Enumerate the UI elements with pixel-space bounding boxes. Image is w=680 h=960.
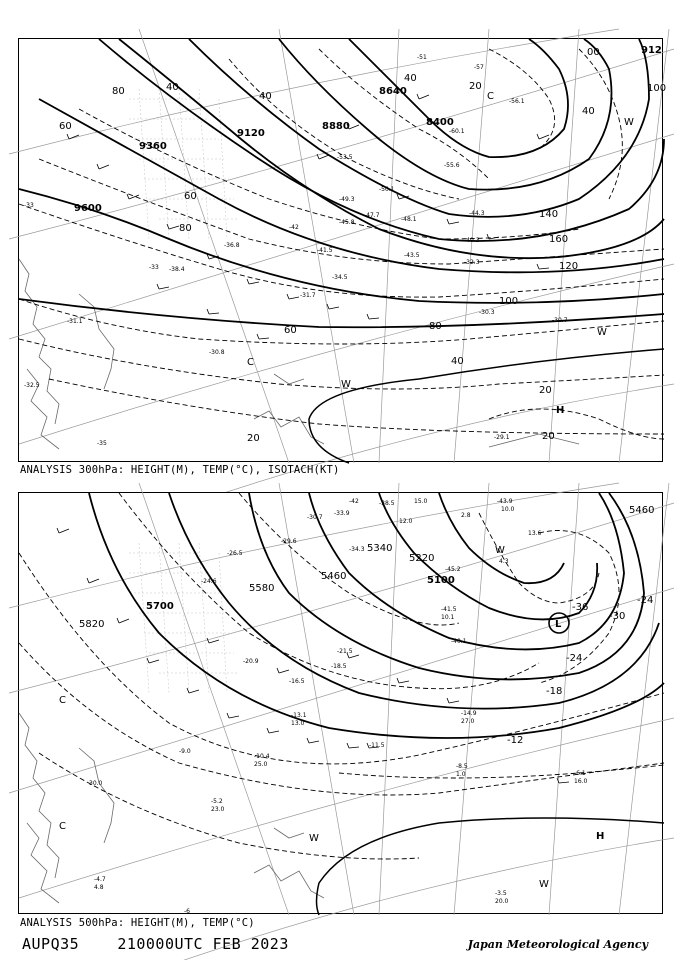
height-label: 9600 bbox=[74, 203, 102, 214]
isotach-label: 40 bbox=[582, 106, 595, 117]
chart-300hpa-svg bbox=[19, 39, 667, 463]
isotach-label: 20 bbox=[542, 431, 555, 442]
temp-value: -45.8 bbox=[339, 219, 355, 226]
center-marker: H bbox=[596, 831, 605, 842]
temp-value: -13.1 bbox=[291, 712, 307, 719]
isotherm-label: -30 bbox=[609, 611, 626, 622]
temp-value: -43.5 bbox=[404, 252, 420, 259]
dewpoint-value: 13.6 bbox=[528, 530, 542, 537]
temp-value: -33.9 bbox=[334, 510, 350, 517]
dewpoint-value: 13.0 bbox=[291, 720, 305, 727]
isotach-label: 100 bbox=[499, 296, 519, 307]
graticule-300 bbox=[9, 29, 674, 559]
center-marker: W bbox=[341, 379, 351, 390]
temp-value: -50.1 bbox=[379, 186, 395, 193]
temp-value: -51 bbox=[417, 54, 427, 61]
isotach-label: 140 bbox=[539, 209, 559, 220]
temp-value: -32.5 bbox=[24, 382, 40, 389]
center-marker: C bbox=[247, 357, 254, 368]
height-label: 9360 bbox=[139, 141, 167, 152]
isotherm-label: -24 bbox=[566, 653, 583, 664]
temp-value: -47.7 bbox=[364, 212, 380, 219]
valid-time: 210000UTC FEB 2023 bbox=[117, 935, 289, 953]
temp-value: -49.3 bbox=[339, 196, 355, 203]
isotach-label: 40 bbox=[166, 82, 179, 93]
isotach-label: 80 bbox=[429, 321, 442, 332]
height-label: 5340 bbox=[367, 543, 393, 554]
temp-value: -40.1 bbox=[451, 638, 467, 645]
height-label: 8880 bbox=[322, 121, 350, 132]
pressure-centers-500 bbox=[59, 545, 604, 890]
temp-value: -42 bbox=[289, 224, 299, 231]
center-marker: L bbox=[555, 619, 562, 630]
dewpoint-value: 27.0 bbox=[461, 718, 475, 725]
dewpoint-value: 16.0 bbox=[574, 778, 588, 785]
dewpoint-value: 12.0 bbox=[399, 518, 413, 525]
height-label: 8640 bbox=[379, 86, 407, 97]
temp-value: -36.8 bbox=[224, 242, 240, 249]
height-labels-500 bbox=[79, 505, 654, 630]
temp-value: -3.5 bbox=[495, 890, 507, 897]
temp-value: -60.1 bbox=[449, 128, 465, 135]
temp-value: -26.5 bbox=[227, 550, 243, 557]
temp-value: -38.4 bbox=[169, 266, 185, 273]
dewpoint-value: 1.0 bbox=[456, 771, 466, 778]
dewpoint-value: 4.8 bbox=[94, 884, 104, 891]
temp-value: -31.7 bbox=[300, 292, 316, 299]
isotherm-label: -36 bbox=[572, 602, 589, 613]
height-label: 5460 bbox=[629, 505, 655, 516]
warm-outline-500 bbox=[317, 818, 665, 915]
caption-300hpa: ANALYSIS 300hPa: HEIGHT(M), TEMP(°C), ISOTACH(KT) bbox=[20, 464, 340, 476]
temp-value: -6 bbox=[184, 908, 190, 915]
center-marker: W bbox=[624, 117, 634, 128]
isotherm-label: -18 bbox=[546, 686, 563, 697]
isotach-label: 60 bbox=[184, 191, 197, 202]
temp-value: -6.1 bbox=[574, 770, 586, 777]
temp-value: -48.1 bbox=[401, 216, 417, 223]
temp-value: -11.5 bbox=[369, 742, 385, 749]
temp-value: -56.1 bbox=[509, 98, 525, 105]
height-contours-500 bbox=[89, 493, 664, 738]
temp-value: -33 bbox=[24, 202, 34, 209]
temp-value: -29.6 bbox=[281, 538, 297, 545]
temp-value: -30.3 bbox=[479, 309, 495, 316]
isotach-label: 20 bbox=[469, 81, 482, 92]
dewpoint-value: 20.0 bbox=[495, 898, 509, 905]
height-contours-300 bbox=[19, 39, 667, 327]
center-marker: C bbox=[59, 695, 66, 706]
isotach-label: 40 bbox=[404, 73, 417, 84]
temp-value: -31.1 bbox=[67, 318, 83, 325]
dewpoint-value: 25.0 bbox=[254, 761, 268, 768]
isotach-outline-300 bbox=[309, 349, 664, 463]
height-label: 5820 bbox=[79, 619, 105, 630]
isotach-label: 00 bbox=[587, 47, 600, 58]
temp-value: -24.6 bbox=[201, 578, 217, 585]
center-marker: C bbox=[59, 821, 66, 832]
temp-value: -4.7 bbox=[94, 876, 106, 883]
chart-code: AUPQ35 bbox=[22, 935, 80, 953]
temp-value: -21.5 bbox=[337, 648, 353, 655]
height-label: 9120 bbox=[237, 128, 265, 139]
height-label: 8400 bbox=[426, 117, 454, 128]
isotherm-label: -24 bbox=[637, 595, 654, 606]
isotach-label: 20 bbox=[539, 385, 552, 396]
height-label: 5220 bbox=[409, 553, 435, 564]
isotach-label: 160 bbox=[549, 234, 569, 245]
dewpoint-value: 4.3 bbox=[499, 558, 509, 565]
temp-value: -38.5 bbox=[379, 500, 395, 507]
dewpoint-value: 30.0 bbox=[89, 780, 103, 787]
height-label: 5460 bbox=[321, 571, 347, 582]
temp-value: -35 bbox=[97, 440, 107, 447]
height-label: 5100 bbox=[427, 575, 455, 586]
temp-value: -20.9 bbox=[243, 658, 259, 665]
height-label: 5580 bbox=[249, 583, 275, 594]
temp-value: -30.8 bbox=[209, 349, 225, 356]
dewpoint-value: 23.0 bbox=[211, 806, 225, 813]
center-marker: W bbox=[309, 833, 319, 844]
isotherm-labels-500 bbox=[507, 595, 653, 746]
caption-500hpa: ANALYSIS 500hPa: HEIGHT(M), TEMP(°C) bbox=[20, 917, 255, 929]
temp-value: -30.7 bbox=[307, 514, 323, 521]
isotach-label: 60 bbox=[284, 325, 297, 336]
temp-value: -16.5 bbox=[289, 678, 305, 685]
coastline-500 bbox=[19, 713, 324, 903]
temp-value: -10.4 bbox=[254, 753, 270, 760]
isotach-label: 40 bbox=[259, 91, 272, 102]
center-marker: W bbox=[495, 545, 505, 556]
chart-footer bbox=[22, 935, 289, 953]
agency-credit: Japan Meteorological Agency bbox=[467, 938, 648, 951]
isotherm-label: -12 bbox=[507, 735, 524, 746]
dewpoint-value: 10.0 bbox=[501, 506, 515, 513]
dewpoint-value: 10.1 bbox=[441, 614, 455, 621]
temp-value: -41.5 bbox=[317, 247, 333, 254]
temp-value: -44.3 bbox=[469, 210, 485, 217]
isotach-label: 80 bbox=[179, 223, 192, 234]
temp-value: -45.2 bbox=[445, 566, 461, 573]
temp-value: -41.5 bbox=[441, 606, 457, 613]
temp-value: -34.5 bbox=[332, 274, 348, 281]
temp-value: -33 bbox=[149, 264, 159, 271]
dewpoint-value: 15.0 bbox=[414, 498, 428, 505]
isotach-label: 100 bbox=[647, 83, 667, 94]
temp-value: -32.3 bbox=[464, 259, 480, 266]
temp-value: -29.1 bbox=[494, 434, 510, 441]
height-label: 912 bbox=[641, 45, 662, 56]
chart-500hpa-svg bbox=[19, 493, 664, 915]
temp-value: -34.3 bbox=[349, 546, 365, 553]
isotach-label: 80 bbox=[112, 86, 125, 97]
temp-value: -8.5 bbox=[456, 763, 468, 770]
temp-value: -18.5 bbox=[331, 663, 347, 670]
center-marker: W bbox=[597, 327, 607, 338]
temp-value: -30.7 bbox=[552, 317, 568, 324]
temp-value: -57 bbox=[474, 64, 484, 71]
temp-value: -43.9 bbox=[497, 498, 513, 505]
chart-300hpa bbox=[18, 38, 667, 462]
temp-value: -53.5 bbox=[337, 154, 353, 161]
temp-value: -55.6 bbox=[444, 162, 460, 169]
isotherms-500 bbox=[19, 493, 664, 859]
isotach-label: 40 bbox=[451, 356, 464, 367]
isotach-label: 120 bbox=[559, 261, 579, 272]
isotach-label: 60 bbox=[59, 121, 72, 132]
temp-value: -14.9 bbox=[461, 710, 477, 717]
graticule-500 bbox=[9, 483, 674, 960]
dewpoint-value: 2.8 bbox=[461, 512, 471, 519]
temp-value: -40.3 bbox=[464, 237, 480, 244]
height-label: 5700 bbox=[146, 601, 174, 612]
temp-value: -9.0 bbox=[179, 748, 191, 755]
center-marker: C bbox=[487, 91, 494, 102]
isotach-label: 20 bbox=[247, 433, 260, 444]
center-marker: H bbox=[556, 405, 565, 416]
chart-500hpa bbox=[18, 492, 663, 914]
temp-value: -42 bbox=[349, 498, 359, 505]
isotach-labels-300 bbox=[59, 47, 666, 444]
center-marker: W bbox=[539, 879, 549, 890]
temp-value: -5.2 bbox=[211, 798, 223, 805]
